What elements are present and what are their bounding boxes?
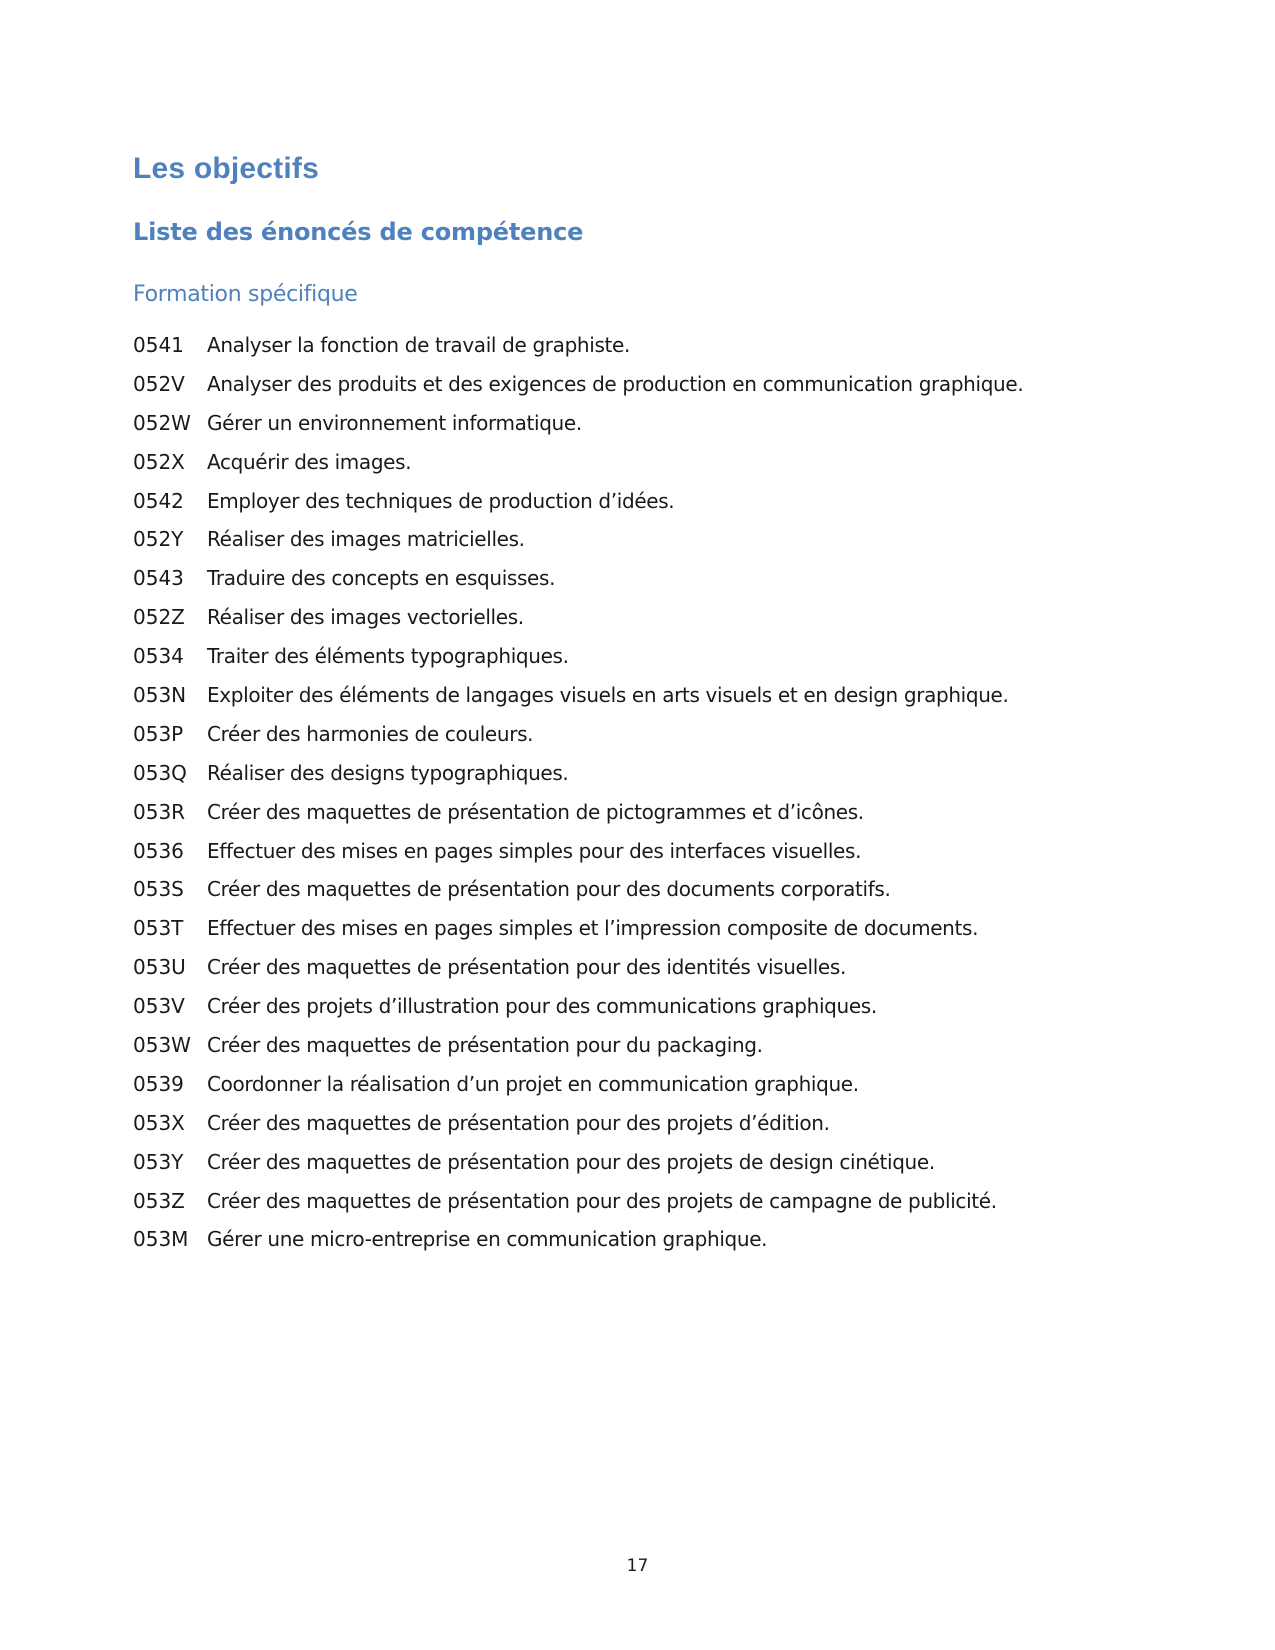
competence-item: [133, 1189, 1023, 1228]
competence-text: Effectuer des mises en pages simples pour des interfaces visuelles.: [207, 838, 862, 863]
competence-text: Acquérir des images.: [207, 449, 412, 474]
competence-text: Effectuer des mises en pages simples et l’impression composite de documents.: [207, 916, 979, 941]
competence-code: 0541: [133, 333, 184, 357]
competence-code: 053U: [133, 955, 186, 980]
competence-item: [133, 605, 1023, 644]
competence-item: [133, 839, 1023, 878]
competence-text: Analyser des produits et des exigences de production en communication graphique.: [207, 371, 1024, 396]
competence-code: 052Y: [133, 527, 184, 552]
competence-text: Traiter des éléments typographiques.: [207, 644, 569, 669]
competence-item: [133, 877, 1023, 916]
competence-text: Exploiter des éléments de langages visuels en arts visuels et en design graphique.: [207, 683, 1009, 708]
competence-text: Analyser la fonction de travail de graphiste.: [207, 333, 630, 357]
competence-code: 053R: [133, 799, 186, 824]
competence-text: Employer des techniques de production d’idées.: [207, 488, 675, 513]
competence-item: [133, 1227, 1023, 1266]
competence-code: 053Y: [133, 1149, 184, 1174]
competence-code: 053Q: [133, 760, 187, 785]
competence-code: 0534: [133, 644, 184, 669]
competence-text: Créer des maquettes de présentation pour des documents corporatifs.: [207, 877, 891, 902]
competence-code: 0542: [133, 488, 184, 513]
competence-text: Réaliser des images vectorielles.: [207, 605, 524, 630]
competence-code: 053T: [133, 916, 184, 941]
section-heading: Liste des énoncés de compétence: [133, 218, 584, 246]
competence-item: [133, 1150, 1023, 1189]
competence-item: [133, 527, 1023, 566]
competence-text: Créer des maquettes de présentation pour du packaging.: [207, 1033, 763, 1058]
competence-code: 0536: [133, 838, 184, 863]
competence-code: 052V: [133, 371, 185, 396]
competence-code: 053Z: [133, 1188, 185, 1213]
competence-item: [133, 333, 1023, 372]
competence-item: [133, 411, 1023, 450]
competence-code: 0543: [133, 566, 184, 591]
competence-text: Gérer un environnement informatique.: [207, 410, 582, 435]
competence-item: [133, 683, 1023, 722]
competence-item: [133, 955, 1023, 994]
competence-text: Créer des maquettes de présentation pour des projets d’édition.: [207, 1110, 830, 1135]
competence-text: Gérer une micro-entreprise en communication graphique.: [207, 1227, 768, 1252]
competence-code: 0539: [133, 1071, 184, 1096]
competence-text: Créer des maquettes de présentation de pictogrammes et d’icônes.: [207, 799, 864, 824]
competence-code: 052W: [133, 410, 191, 435]
competence-code: 053W: [133, 1033, 191, 1058]
subsection-heading: Formation spécifique: [133, 282, 358, 307]
competence-item: [133, 644, 1023, 683]
page-title: Les objectifs: [133, 152, 319, 185]
competence-code: 053P: [133, 721, 184, 746]
competence-item: [133, 1111, 1023, 1150]
competence-item: [133, 566, 1023, 605]
competence-text: Réaliser des images matricielles.: [207, 527, 525, 552]
competence-code: 053M: [133, 1227, 189, 1252]
page-number: 17: [626, 1556, 649, 1576]
competence-code: 053X: [133, 1110, 185, 1135]
competence-text: Traduire des concepts en esquisses.: [207, 566, 556, 591]
competence-code: 052Z: [133, 605, 185, 630]
competence-item: [133, 372, 1023, 411]
competence-code: 053V: [133, 994, 185, 1019]
competence-item: [133, 994, 1023, 1033]
competence-item: [133, 1033, 1023, 1072]
competence-text: Créer des maquettes de présentation pour des projets de campagne de publicité.: [207, 1188, 997, 1213]
competence-code: 052X: [133, 449, 185, 474]
competence-item: [133, 761, 1023, 800]
competence-text: Créer des maquettes de présentation pour des identités visuelles.: [207, 955, 846, 980]
competence-text: Créer des harmonies de couleurs.: [207, 721, 534, 746]
competence-item: [133, 450, 1023, 489]
competence-code: 053S: [133, 877, 184, 902]
competence-text: Coordonner la réalisation d’un projet en communication graphique.: [207, 1071, 859, 1096]
competence-item: [133, 722, 1023, 761]
competence-item: [133, 916, 1023, 955]
competence-item: [133, 1072, 1023, 1111]
competence-item: [133, 800, 1023, 839]
competence-item: [133, 489, 1023, 528]
competence-code: 053N: [133, 683, 187, 708]
competence-text: Réaliser des designs typographiques.: [207, 760, 569, 785]
competence-list: [133, 333, 1023, 1266]
competence-text: Créer des projets d’illustration pour des communications graphiques.: [207, 994, 877, 1019]
competence-text: Créer des maquettes de présentation pour des projets de design cinétique.: [207, 1149, 935, 1174]
